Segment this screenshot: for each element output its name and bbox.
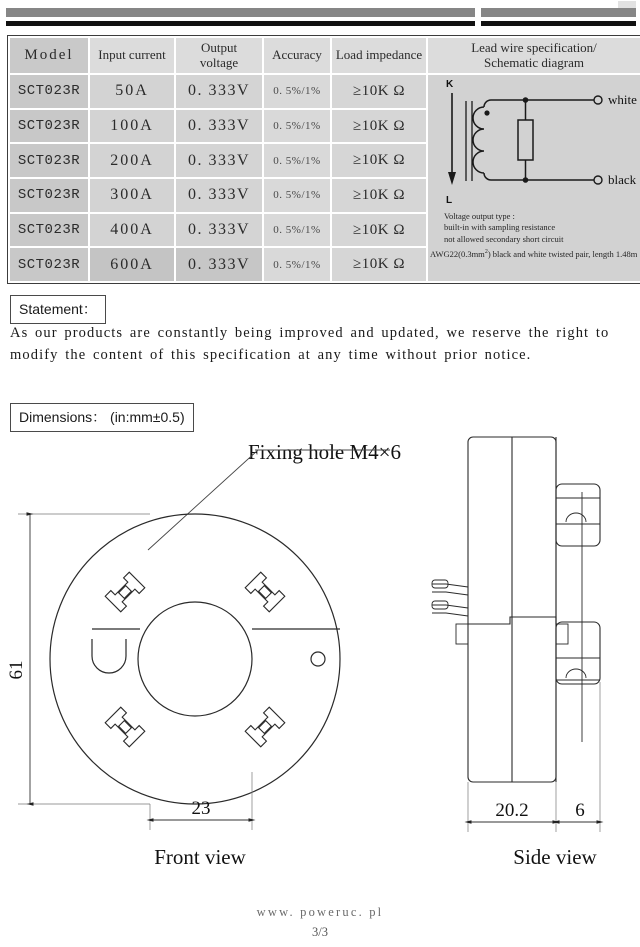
side-view-caption: Side view: [513, 845, 597, 869]
cell-accuracy: 0. 5%/1%: [264, 179, 330, 212]
dimension-value-inner-diameter: 23: [191, 798, 211, 819]
column-header-model: Model: [10, 38, 88, 73]
column-header-output-voltage: [176, 38, 262, 73]
svg-text:K: K: [446, 79, 454, 91]
front-view-drawing: [0, 432, 390, 842]
cell-model: SCT023R: [10, 179, 88, 212]
cell-output-voltage: 0. 333V: [176, 179, 262, 212]
ct-outer-circle: [50, 514, 340, 804]
note-line-1: Voltage output type :: [444, 211, 515, 222]
cell-input-current: 100A: [90, 110, 174, 143]
cell-model: SCT023R: [10, 214, 88, 247]
dimension-value-clip-width: 6: [575, 800, 585, 821]
callout-leader-line: [148, 450, 258, 550]
cell-input-current: 300A: [90, 179, 174, 212]
footer-website-url: www. poweruc. pl: [256, 905, 384, 919]
top-black-bar-right: [481, 21, 636, 26]
cell-load-impedance: ≥10K Ω: [332, 248, 426, 281]
awg-specification: [430, 249, 638, 259]
fixing-boss-top-left: [105, 572, 145, 612]
schematic-wrapper: [428, 75, 640, 281]
cell-load-impedance: ≥10K Ω: [332, 144, 426, 177]
schematic-note: [444, 211, 563, 245]
cell-input-current: 400A: [90, 214, 174, 247]
column-header-lead-wire: [428, 38, 640, 73]
collar-tab-left: [456, 624, 468, 644]
cell-accuracy: 0. 5%/1%: [264, 248, 330, 281]
top-decorative-bars: [0, 0, 640, 30]
cell-accuracy: 0. 5%/1%: [264, 144, 330, 177]
cell-input-current: 200A: [90, 144, 174, 177]
cell-input-current: 600A: [90, 248, 174, 281]
lead-wires: [432, 580, 468, 616]
cell-accuracy: 0. 5%/1%: [264, 110, 330, 143]
note-line-2: built-in with sampling resistance: [444, 222, 556, 233]
top-black-bar-left: [6, 21, 475, 26]
ct-inner-aperture: [138, 602, 252, 716]
cell-output-voltage: 0. 333V: [176, 214, 262, 247]
column-header-accuracy: Accuracy: [264, 38, 330, 73]
cell-model: SCT023R: [10, 144, 88, 177]
cell-accuracy: 0. 5%/1%: [264, 214, 330, 247]
clip-detail-upper: [566, 513, 586, 522]
cell-model: SCT023R: [10, 248, 88, 281]
awg-prefix: AWG22(0.3mm: [430, 249, 485, 260]
output-voltage-line2: voltage: [199, 54, 239, 70]
awg-suffix: ) black and white twisted pair, length 1.48m: [487, 249, 638, 260]
fixing-hole-callout: Fixing hole M4×6: [248, 440, 402, 464]
output-voltage-line1: Output: [200, 40, 238, 55]
cell-load-impedance: ≥10K Ω: [332, 110, 426, 143]
cell-output-voltage: 0. 333V: [176, 248, 262, 281]
cell-schematic-diagram: [428, 75, 640, 281]
top-gray-bar-left: [6, 8, 475, 17]
cell-load-impedance: ≥10K Ω: [332, 75, 426, 108]
statement-label: Statement：: [10, 295, 106, 324]
lead-wire-line2: Schematic diagram: [484, 54, 584, 70]
cell-model: SCT023R: [10, 110, 88, 143]
cell-output-voltage: 0. 333V: [176, 110, 262, 143]
specification-table: [7, 35, 640, 284]
fixing-boss-top-right: [245, 572, 285, 612]
awg-superscript: 2: [484, 249, 488, 256]
cell-output-voltage: 0. 333V: [176, 144, 262, 177]
schematic-svg: [428, 75, 640, 209]
cell-model: SCT023R: [10, 75, 88, 108]
table-header-row: [10, 38, 640, 73]
table-row: [10, 75, 640, 108]
note-line-3: not allowed secondary short circuit: [444, 233, 564, 244]
clip-detail-lower: [566, 669, 586, 678]
side-view-drawing: [430, 432, 640, 842]
dimension-value-body-width: 20.2: [495, 800, 529, 821]
top-gray-bar-right: [481, 8, 636, 17]
mounting-clip-lower: [556, 622, 600, 684]
fixing-boss-bottom-left: [105, 707, 145, 747]
cell-input-current: 50A: [90, 75, 174, 108]
column-header-load-impedance: Load impedance: [332, 38, 426, 73]
dimension-value-height: 61: [6, 660, 27, 680]
svg-text:black: black: [608, 172, 637, 188]
mounting-clip-upper: [556, 484, 600, 546]
ct-side-hole: [311, 652, 325, 666]
cell-accuracy: 0. 5%/1%: [264, 75, 330, 108]
svg-text:L: L: [446, 195, 453, 207]
dimensions-label: Dimensions： (in:mm±0.5): [10, 403, 194, 432]
statement-body: As our products are constantly being improved and updated, we reserve the right to modify the content of this specification at any time without prior notice.: [10, 325, 610, 364]
front-view-caption: Front view: [154, 845, 246, 869]
ct-latch-notch: [92, 639, 126, 673]
column-header-input-current: Input current: [90, 38, 174, 73]
cell-load-impedance: ≥10K Ω: [332, 214, 426, 247]
corner-artifact: [618, 1, 636, 8]
collar-tab-right: [556, 624, 568, 644]
footer-page-number: 3/3: [312, 925, 328, 939]
cell-output-voltage: 0. 333V: [176, 75, 262, 108]
cell-load-impedance: ≥10K Ω: [332, 179, 426, 212]
lead-wire-line1: Lead wire specification/: [471, 40, 597, 55]
fixing-boss-bottom-right: [245, 707, 285, 747]
svg-text:white: white: [608, 92, 637, 108]
